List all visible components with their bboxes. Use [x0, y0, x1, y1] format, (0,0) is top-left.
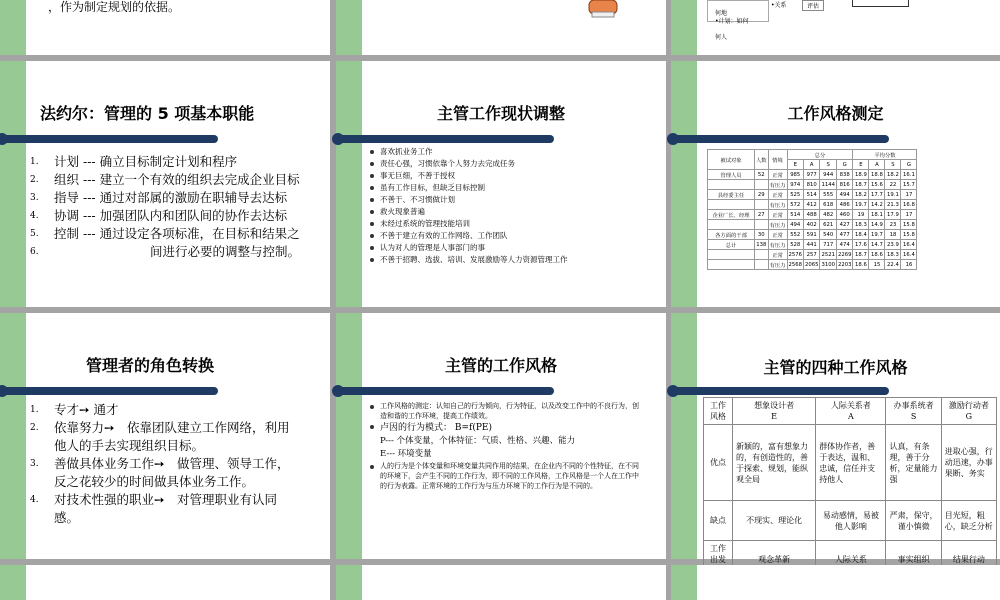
table-cell: 2568 — [788, 261, 802, 268]
table-row — [708, 210, 917, 220]
table-cell: 985 — [787, 170, 803, 180]
slide-partial-top-left[interactable] — [0, 0, 330, 55]
table-cell: 18.9 — [853, 170, 869, 180]
table-row — [708, 180, 917, 190]
list-number: 4. — [30, 211, 39, 221]
table-cell: 22 — [885, 180, 901, 190]
table-cell: 621 — [820, 220, 836, 230]
list-item: 未经过系统的管理技能培训 — [366, 218, 652, 230]
green-side-bar — [671, 313, 697, 559]
list-item — [30, 243, 322, 261]
slide-partial-bottom-left[interactable] — [0, 565, 330, 600]
table-cell: 944 — [820, 170, 836, 180]
table-cell: 18.1 — [869, 210, 885, 220]
table-cell: 15 — [869, 260, 885, 270]
table-cell: 有压力 — [768, 260, 787, 270]
table-cell: 3100 — [821, 261, 835, 268]
work-style-p2: 卢因的行为模式： B=f(PE) — [366, 421, 642, 435]
list-text: 协调 --- 加强团队内和团队间的协作去达标 — [54, 208, 288, 223]
list-number: 2. — [30, 175, 39, 185]
style-test-table — [707, 149, 917, 270]
green-side-bar — [336, 61, 362, 307]
green-side-bar — [671, 61, 697, 307]
th-col: S — [885, 160, 901, 170]
table-cell: 138 — [756, 241, 767, 248]
cell-dis-g: 目光短，粗心，缺乏分析 — [941, 501, 996, 541]
table-cell: 18.3 — [853, 220, 869, 230]
green-side-bar — [0, 313, 26, 559]
table-cell: 18.2 — [853, 190, 869, 200]
list-item: 责任心强，习惯依靠个人努力去完成任务 — [366, 158, 652, 170]
slide-role-change[interactable] — [0, 313, 330, 559]
table-cell: 19.1 — [885, 190, 901, 200]
th-situation: 情境 — [768, 150, 787, 170]
table-cell: 16.4 — [901, 240, 917, 250]
table-cell — [708, 200, 755, 210]
cell-dis-e: 不现实、理论化 — [733, 501, 816, 541]
table-cell: 管理人员 — [708, 170, 755, 180]
table-cell: 572 — [787, 200, 803, 210]
work-style-list — [366, 401, 642, 491]
slide-partial-bottom-middle[interactable] — [336, 565, 666, 600]
table-cell: 14.7 — [869, 240, 885, 250]
list-text: 指导 --- 通过对部属的激励在职辅导去达标 — [54, 190, 288, 205]
list-item: 虽有工作目标，但缺乏目标控制 — [366, 182, 652, 194]
green-side-bar — [0, 61, 26, 307]
table-cell: 县经委主任 — [708, 190, 755, 200]
table-cell: 16.1 — [901, 170, 917, 180]
table-cell: 441 — [804, 240, 820, 250]
list-item — [30, 225, 322, 243]
th-col: G — [901, 160, 917, 170]
title-underline-bar — [336, 135, 554, 143]
th-col: S — [820, 160, 836, 170]
table-row — [708, 190, 917, 200]
table-cell: 19.7 — [869, 230, 885, 240]
slide-partial-bottom-right[interactable] — [671, 565, 1000, 600]
table-cell: 18 — [885, 230, 901, 240]
table-cell: 14.9 — [869, 220, 885, 230]
slide-title: 主管的四种工作风格 — [763, 358, 908, 377]
table-cell: 525 — [787, 190, 803, 200]
table-cell: 591 — [804, 230, 820, 240]
table-cell: 有压力 — [768, 220, 787, 230]
th-col: E — [853, 160, 869, 170]
table-cell: 18.6 — [869, 250, 885, 260]
table-cell: 27 — [755, 210, 769, 220]
table-cell: 977 — [804, 170, 820, 180]
title-underline-bar — [336, 387, 554, 395]
list-item — [30, 401, 300, 419]
table-cell: 482 — [820, 210, 836, 220]
work-style-p3: P--- 个体变量，个体特征：气质、性格、兴趣、能力 — [380, 436, 576, 446]
row-starting-point: 工作出发 — [704, 541, 733, 579]
table-cell: 企业厂长、经理 — [708, 210, 755, 220]
table-cell: 52 — [755, 170, 769, 180]
table-row — [708, 240, 917, 250]
table-row — [708, 250, 917, 260]
list-number: 1. — [30, 157, 39, 167]
four-styles-table — [703, 397, 997, 579]
table-cell — [755, 200, 769, 210]
list-number: 2. — [30, 423, 39, 433]
cell-start-s: 事实组织 — [886, 541, 941, 579]
table-cell: 17 — [901, 190, 917, 200]
table-cell: 17.6 — [853, 240, 869, 250]
row-disadvantages: 缺点 — [704, 501, 733, 541]
slide-title: 管理者的角色转换 — [85, 356, 214, 375]
th-avg: 平均分数 — [853, 150, 917, 160]
table-cell: 618 — [820, 200, 836, 210]
table-cell: 18.8 — [869, 170, 885, 180]
table-cell: 21.3 — [885, 200, 901, 210]
work-style-p4: E--- 环境变量 — [380, 449, 432, 459]
table-cell — [755, 260, 769, 270]
list-item: 不善于、不习惯做计划 — [366, 194, 652, 206]
table-cell: 30 — [755, 230, 769, 240]
table-cell: 514 — [787, 210, 803, 220]
table-cell: 15.8 — [901, 220, 917, 230]
cell-start-e: 观念革新 — [733, 541, 816, 579]
table-cell: 19 — [853, 210, 869, 220]
th-style: 工作风格 — [704, 398, 733, 425]
role-list — [30, 401, 300, 527]
table-cell: 18.6 — [853, 260, 869, 270]
slide-title: 主管的工作风格 — [444, 356, 557, 375]
slide-style-test[interactable] — [671, 61, 1000, 307]
table-cell: 816 — [836, 180, 852, 190]
list-number: 6. — [30, 247, 39, 257]
list-text: 计划 --- 确立目标制定计划和程序 — [54, 154, 238, 169]
cell-adv-s: 认真，有条理，善于分析，定量能力强 — [886, 425, 941, 501]
slide-four-styles[interactable] — [671, 313, 1000, 564]
table-cell: 有压力 — [768, 200, 787, 210]
functions-list — [30, 153, 322, 261]
list-item — [30, 491, 300, 527]
table-cell: 23.9 — [885, 240, 901, 250]
table-cell: 555 — [820, 190, 836, 200]
green-side-bar — [671, 565, 697, 600]
table-cell: 2576 — [788, 251, 802, 258]
table-row — [708, 170, 917, 180]
th-e: 想象设计者 E — [733, 398, 816, 425]
list-text: 善做具体业务工作➙ 做管理、领导工作，反之花较少的时间做具体业务工作。 — [54, 456, 290, 489]
table-cell: 15.8 — [901, 230, 917, 240]
table-cell: 514 — [804, 190, 820, 200]
cell-adv-a: 群体协作者，善于表达，温和、忠诚，信任并支持他人 — [816, 425, 886, 501]
table-cell: 494 — [787, 220, 803, 230]
cell-adv-e: 新颖的，富有想象力的，有创造性的，善于探索、规划，能纵观全局 — [733, 425, 816, 501]
list-item — [30, 419, 300, 455]
list-item — [30, 189, 322, 207]
list-number: 4. — [30, 495, 39, 505]
table-cell: 18.2 — [885, 170, 901, 180]
table-cell: 有压力 — [768, 180, 787, 190]
cell-adv-g: 进取心强，行动迅速，办事果断、务实 — [941, 425, 996, 501]
slide-work-style[interactable] — [336, 313, 666, 559]
table-cell: 494 — [836, 190, 852, 200]
th-a: 人际关系者 A — [816, 398, 886, 425]
table-cell: 17.7 — [869, 190, 885, 200]
green-side-bar — [336, 0, 362, 55]
table-cell: 19.7 — [853, 200, 869, 210]
table-cell: 18.3 — [885, 250, 901, 260]
table-cell: 16.4 — [901, 250, 917, 260]
table-cell: 总计 — [708, 240, 755, 250]
list-number: 1. — [30, 405, 39, 415]
table-cell: 2521 — [821, 251, 835, 258]
list-number: 5. — [30, 229, 39, 239]
table-cell: 15.6 — [869, 180, 885, 190]
title-underline-bar — [0, 135, 218, 143]
table-cell: 540 — [820, 230, 836, 240]
green-side-bar — [0, 565, 26, 600]
slide-partial-top-right[interactable] — [671, 0, 1000, 55]
table-cell — [708, 220, 755, 230]
table-cell: 552 — [787, 230, 803, 240]
list-item — [30, 171, 322, 189]
table-cell: 14.2 — [869, 200, 885, 210]
table-cell: 16.8 — [901, 200, 917, 210]
list-item: 事无巨细，不善于授权 — [366, 170, 652, 182]
work-style-p1: 工作风格的测定：认知自己的行为倾向，行为特征，以及改变工作中的不良行为，创造和谐的工作环境，提高工作绩效。 — [366, 401, 642, 421]
th-col: A — [869, 160, 885, 170]
slide-title: 工作风格测定 — [787, 104, 884, 123]
th-total: 总分 — [787, 150, 853, 160]
green-side-bar — [336, 313, 362, 559]
hand-pointer-icon — [586, 0, 620, 18]
row-advantages: 优点 — [704, 425, 733, 501]
table-row — [708, 260, 917, 270]
cell-start-a: 人际关系 — [816, 541, 886, 579]
slide-text: ，作为制定规划的依据。 — [48, 0, 181, 14]
table-cell: 528 — [787, 240, 803, 250]
list-text: 专才➙ 通才 — [54, 402, 119, 417]
th-col: E — [787, 160, 803, 170]
table-cell: 正常 — [768, 250, 787, 260]
table-cell: 各方面的干部 — [708, 230, 755, 240]
title-underline-bar — [671, 135, 889, 143]
slide-partial-top-middle[interactable] — [336, 0, 666, 55]
table-cell: 257 — [804, 250, 820, 260]
list-item: 救火现象普遍 — [366, 206, 652, 218]
slide-management-functions[interactable] — [0, 61, 330, 307]
status-list — [366, 146, 652, 266]
table-cell: 412 — [804, 200, 820, 210]
table-cell: 974 — [787, 180, 803, 190]
table-row — [708, 200, 917, 210]
list-item: 喜欢抓业务工作 — [366, 146, 652, 158]
table-cell: 486 — [836, 200, 852, 210]
table-cell: 正常 — [768, 210, 787, 220]
cell-dis-s: 严肃，保守，谨小慎微 — [886, 501, 941, 541]
th-subject: 被试对象 — [708, 150, 755, 170]
table-cell — [708, 260, 755, 270]
list-item: 认为对人的管理是人事部门的事 — [366, 242, 652, 254]
table-row — [708, 220, 917, 230]
table-cell: 17 — [901, 210, 917, 220]
cell-dis-a: 易动感情，易被他人影响 — [816, 501, 886, 541]
table-cell: 2269 — [837, 251, 852, 258]
list-item: 不善于招聘、选拔、培训、发展激励等人力资源管理工作 — [366, 254, 652, 266]
table-cell — [755, 220, 769, 230]
table-row — [708, 230, 917, 240]
table-cell: 1144 — [821, 181, 835, 188]
list-text: 对技术性强的职业➙ 对管理职业有认同感。 — [54, 492, 277, 525]
table-cell: 18.4 — [853, 230, 869, 240]
green-side-bar — [671, 0, 697, 55]
table-cell — [755, 250, 769, 260]
table-cell: 18.7 — [853, 250, 869, 260]
cell-start-g: 结果行动 — [941, 541, 996, 579]
table-cell: 有压力 — [768, 240, 787, 250]
table-cell: 29 — [755, 190, 769, 200]
table-cell: 810 — [804, 180, 820, 190]
th-col: A — [804, 160, 820, 170]
table-cell: 22.4 — [885, 260, 901, 270]
table-cell: 15.7 — [901, 180, 917, 190]
list-number: 3. — [30, 193, 39, 203]
th-col: G — [836, 160, 852, 170]
slide-supervisor-status[interactable] — [336, 61, 666, 307]
list-item: 不善于建立有效的工作网络、工作团队 — [366, 230, 652, 242]
title-underline-bar — [0, 387, 218, 395]
th-s: 办事系统者 S — [886, 398, 941, 425]
table-cell: 474 — [836, 240, 852, 250]
th-g: 激励行动者 G — [941, 398, 996, 425]
table-cell: 717 — [820, 240, 836, 250]
slide-title: 法约尔：管理的 5 项基本职能 — [40, 104, 255, 123]
green-side-bar — [0, 0, 26, 55]
work-style-p5: 人的行为是个体变量和环境变量共同作用的结果，在企业内不同的个性特征，在不同的环境下，会产生不同的工作行为，即不同的工作风格，工作风格是一个人在工作中的行为表露。正常环境的工作行为与压力环境下的工作行为是不同的。 — [366, 461, 642, 491]
table-cell: 17.9 — [885, 210, 901, 220]
list-item — [30, 153, 322, 171]
list-item — [30, 207, 322, 225]
table-cell: 460 — [836, 210, 852, 220]
table-cell: 正常 — [768, 170, 787, 180]
table-cell: 16 — [901, 260, 917, 270]
slide-title: 主管工作现状调整 — [436, 104, 565, 123]
list-number: 3. — [30, 459, 39, 469]
list-text: 控制 --- 通过设定各项标准，在目标和结果之 — [54, 226, 300, 241]
table-cell: 正常 — [768, 190, 787, 200]
list-text: 组织 --- 建立一个有效的组织去完成企业目标 — [54, 172, 300, 187]
table-cell: 正常 — [768, 230, 787, 240]
table-cell: 18.7 — [853, 180, 869, 190]
table-cell: 23 — [885, 220, 901, 230]
table-cell — [755, 180, 769, 190]
table-cell: 402 — [804, 220, 820, 230]
table-cell: 427 — [836, 220, 852, 230]
green-side-bar — [336, 565, 362, 600]
table-cell: 488 — [804, 210, 820, 220]
th-count: 人数 — [755, 150, 769, 170]
table-cell — [708, 250, 755, 260]
list-text: 依靠努力➙ 依靠团队建立工作网络，利用他人的手去实现组织目标。 — [54, 420, 290, 453]
table-cell: 477 — [836, 230, 852, 240]
diagram-fragment: 何地 •计划：如何 何人 •关系 评估 — [707, 0, 997, 55]
title-underline-bar — [671, 387, 889, 395]
list-text: 间进行必要的调整与控制。 — [150, 244, 301, 259]
table-cell: 2065 — [805, 261, 819, 268]
table-cell: 838 — [836, 170, 852, 180]
list-item — [30, 455, 300, 491]
table-cell — [708, 180, 755, 190]
table-cell: 2203 — [837, 261, 852, 268]
